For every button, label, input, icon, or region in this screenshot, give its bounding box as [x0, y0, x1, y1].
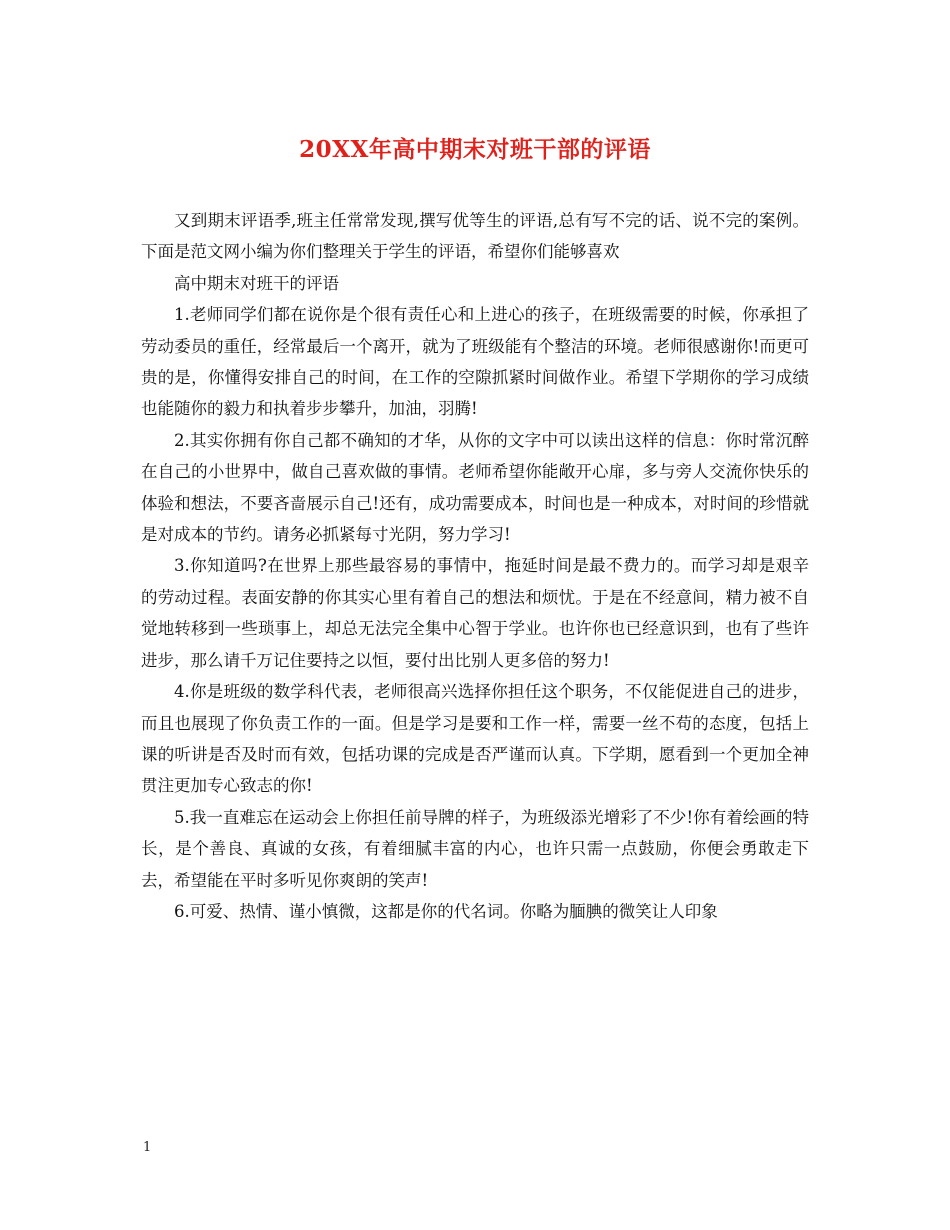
comment-paragraph-2: 2.其实你拥有你自己都不确知的才华，从你的文字中可以读出这样的信息：你时常沉醉在自己的小世界中，做自己喜欢做的事情。老师希望你能敞开心扉，多与旁人交流你快乐的体验和想法，不要吝啬展示自己!还有，成功需要成本，时间也是一种成本，对时间的珍惜就是对成本的节约。请务必抓紧每寸光阴，努力学习! [141, 430, 809, 545]
document-body [141, 205, 809, 927]
comment-paragraph-1: 1.老师同学们都在说你是个很有责任心和上进心的孩子，在班级需要的时候，你承担了劳动委员的重任，经常最后一个离开，就为了班级能有个整洁的环境。老师很感谢你!而更可贵的是，你懂得安排自己的时间，在工作的空隙抓紧时间做作业。希望下学期你的学习成绩也能随你的毅力和执着步步攀升，加油，羽腾! [141, 305, 809, 419]
comment-paragraph-5: 5.我一直难忘在运动会上你担任前导牌的样子，为班级添光增彩了不少!你有着绘画的特长，是个善良、真诚的女孩，有着细腻丰富的内心，也许只需一点鼓励，你便会勇敢走下去，希望能在平时多听见你爽朗的笑声! [141, 807, 809, 890]
section-heading: 高中期末对班干的评语 [174, 273, 339, 293]
intro-paragraph: 又到期末评语季,班主任常常发现,撰写优等生的评语,总有写不完的话、说不完的案例。下面是范文网小编为你们整理关于学生的评语，希望你们能够喜欢 [141, 211, 809, 262]
comment-paragraph-6: 6.可爱、热情、谨小慎微，这都是你的代名词。你略为腼腆的微笑让人印象 [174, 901, 718, 921]
document-title: 20XX年高中期末对班干部的评语 [299, 136, 651, 163]
comment-paragraph-4: 4.你是班级的数学科代表，老师很高兴选择你担任这个职务，不仅能促进自己的进步，而且也展现了你负责工作的一面。但是学习是要和工作一样，需要一丝不苟的态度，包括上课的听讲是否及时而有效，包括功课的完成是否严谨而认真。下学期，愿看到一个更加全神贯注更加专心致志的你! [141, 682, 809, 796]
comment-paragraph-3: 3.你知道吗?在世界上那些最容易的事情中，拖延时间是最不费力的。而学习却是艰辛的劳动过程。表面安静的你其实心里有着自己的想法和烦忧。于是在不经意间，精力被不自觉地转移到一些琐事上，却总无法完全集中心智于学业。也许你也已经意识到，也有了些许进步，那么请千万记住要持之以恒，要付出比别人更多倍的努力! [141, 556, 809, 670]
page-number: 1 [143, 1140, 152, 1155]
